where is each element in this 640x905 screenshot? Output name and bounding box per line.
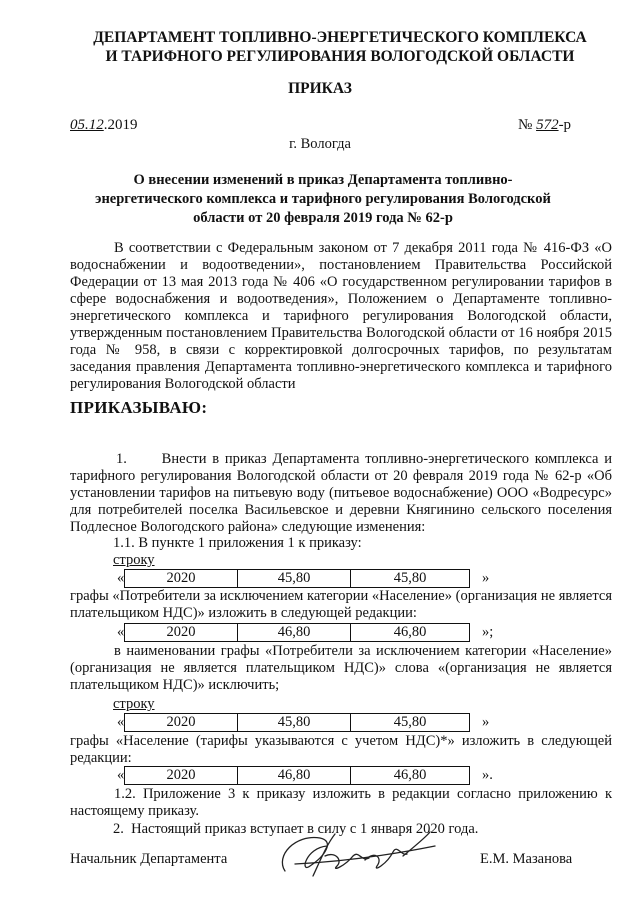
item-1-2: 1.2. Приложение 3 к приказу изложить в редакции согласно приложению к настоящему приказу. (70, 786, 612, 819)
row-d-close-quote: ». (482, 767, 493, 783)
item-1-paragraph: 1. Внести в приказ Департамента топливно-энергетического комплекса и тарифного регулирования Вологодской области от 20 февраля 2019 года № 62-р «Об установлении тарифов на питьевую воду (питьевое водоснабжение) ООО «Водресурс» для потребителей поселка Васильевское и деревни Княгинино сельского поселения Подлесное Вологодского района» следующие изменения: (70, 451, 612, 535)
date-year: .2019 (103, 117, 138, 133)
table-row-b (124, 623, 470, 642)
handwritten-signature (265, 826, 445, 891)
column-text-2: графы «Население (тарифы указываются с учетом НДС)*» изложить в следующей редакции: (70, 733, 612, 766)
number-handwritten: 572 (536, 117, 559, 133)
table-row-a (124, 569, 470, 588)
row-b-close-quote: »; (482, 624, 494, 640)
number-prefix: № (518, 117, 537, 133)
org-line-1: ДЕПАРТАМЕНТ ТОПЛИВНО-ЭНЕРГЕТИЧЕСКОГО КОМПЛЕКСА (93, 29, 587, 46)
row-c-close-quote: » (482, 714, 490, 730)
preamble-paragraph: В соответствии с Федеральным законом от 7 декабря 2011 года № 416-ФЗ «О водоснабжении и водоотведении», постановлением Правительства Российской Федерации от 13 мая 2013 года № 406 «О государственном регулировании тарифов в сфере водоснабжения и водоотведения», Положением о Департаменте топливно-энергетического комплекса и тарифного регулирования Вологодской области, утвержденным постановлением Правительства Вологодской области от 16 ноября 2015 года № 958, в связи с корректировкой долгосрочных тарифов, по результатам заседания правления Департамента топливно-энергетического комплекса и тарифного регулирования Вологодской области (70, 240, 612, 392)
rename-paragraph: в наименовании графы «Потребители за исключением категории «Население» (организация не является плательщиком НДС)» слова «(организация не является плательщиком НДС)» исключить; (70, 643, 612, 693)
document-number (518, 117, 571, 134)
city: г. Вологда (289, 136, 351, 152)
org-line-2: И ТАРИФНОГО РЕГУЛИРОВАНИЯ ВОЛОГОДСКОЙ ОБЛАСТИ (105, 48, 575, 65)
organization-name (60, 28, 620, 66)
signatory-name: Е.М. Мазанова (480, 851, 573, 867)
table-row-d (124, 766, 470, 785)
row-a-value-2: 45,80 (393, 570, 427, 586)
row-b-year: 2020 (125, 624, 238, 641)
date-handwritten: 05.12 (70, 117, 104, 133)
row-d-value-2: 46,80 (393, 767, 427, 783)
word-row: строку (113, 552, 155, 568)
row-a-value-1: 45,80 (238, 570, 351, 587)
row-b-open-quote: « (117, 624, 125, 640)
row-a-year: 2020 (125, 570, 238, 587)
row-d-open-quote: « (117, 767, 125, 783)
row-c-value-2: 45,80 (393, 714, 427, 730)
document-subject: О внесении изменений в приказ Департамента топливно-энергетического комплекса и тарифного регулирования Вологодской области от 20 февраля 2019 года № 62-р (95, 172, 551, 226)
row-c-open-quote: « (117, 714, 125, 730)
row-a-open-quote: « (117, 570, 125, 586)
row-a-close-quote: » (482, 570, 490, 586)
table-row-c (124, 713, 470, 732)
row-d-value-1: 46,80 (238, 767, 351, 784)
word-row-2: строку (113, 696, 155, 712)
document-date (70, 117, 138, 134)
row-c-year: 2020 (125, 714, 238, 731)
item-1-1: 1.1. В пункте 1 приложения 1 к приказу: (113, 535, 362, 551)
item-2: 2. Настоящий приказ вступает в силу с 1 января 2020 года. (113, 821, 479, 837)
column-text-1: графы «Потребители за исключением категории «Население» (организация не является плательщиком НДС)» изложить в следующей редакции: (70, 588, 612, 621)
number-suffix: -р (558, 117, 572, 133)
row-b-value-2: 46,80 (393, 624, 427, 640)
row-b-value-1: 46,80 (238, 624, 351, 641)
order-word: ПРИКАЗЫВАЮ: (70, 398, 208, 417)
row-d-year: 2020 (125, 767, 238, 784)
document-type: ПРИКАЗ (288, 80, 352, 97)
row-c-value-1: 45,80 (238, 714, 351, 731)
signatory-title: Начальник Департамента (70, 851, 228, 867)
